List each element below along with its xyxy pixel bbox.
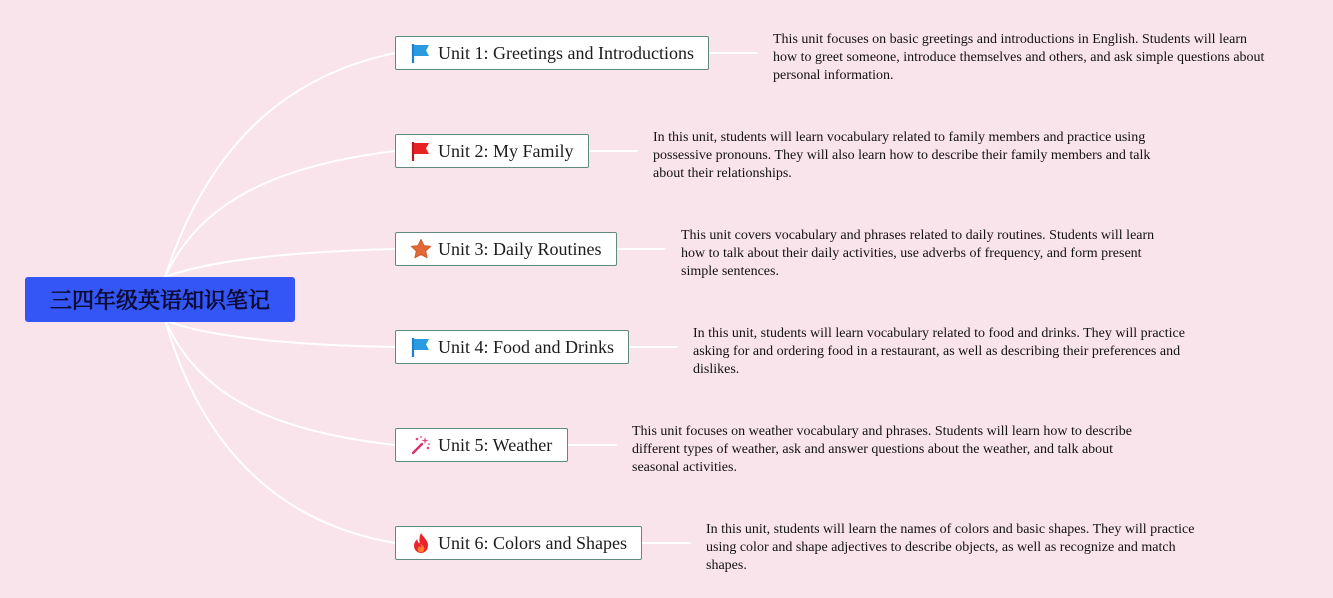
- branch-connector: [165, 53, 395, 277]
- branch-connector: [165, 151, 395, 277]
- unit-node-2[interactable]: [395, 134, 589, 168]
- blue-flag-icon: [410, 336, 432, 358]
- unit-node-4[interactable]: [395, 330, 629, 364]
- unit-label: Unit 3: Daily Routines: [438, 238, 602, 259]
- unit-label: Unit 5: Weather: [438, 434, 553, 455]
- branch-connector: [165, 320, 395, 543]
- magic-wand-sparkle-icon: [410, 434, 432, 456]
- unit-label: Unit 1: Greetings and Introductions: [438, 42, 694, 63]
- fire-icon: [410, 532, 432, 554]
- unit-description: In this unit, students will learn vocabulary related to family members and practice using possessive pronouns. They will also learn how to describe their family members and talk about their relationships.: [653, 130, 1151, 181]
- branch-connector: [165, 320, 395, 347]
- unit-node-1[interactable]: [395, 36, 709, 70]
- orange-star-icon: [410, 238, 432, 260]
- unit-description: This unit focuses on weather vocabulary and phrases. Students will learn how to describe different types of weather, ask and answer questions about the weather, and talk about seasonal activities.: [632, 424, 1132, 475]
- blue-flag-icon: [410, 42, 432, 64]
- unit-description: This unit covers vocabulary and phrases related to daily routines. Students will learn how to talk about their daily activities, use adverbs of frequency, and form present simple sentences.: [681, 228, 1155, 279]
- unit-label: Unit 6: Colors and Shapes: [438, 532, 627, 553]
- unit-description: In this unit, students will learn the names of colors and basic shapes. They will practice using color and shape adjectives to describe objects, as well as recognize and match shapes.: [706, 522, 1195, 573]
- unit-label: Unit 4: Food and Drinks: [438, 336, 615, 357]
- unit-description: This unit focuses on basic greetings and introductions in English. Students will learn how to greet someone, introduce themselves and others, and ask simple questions about personal information.: [773, 32, 1265, 83]
- root-topic-title: 三四年级英语知识笔记: [49, 289, 270, 314]
- unit-label: Unit 2: My Family: [438, 140, 574, 161]
- unit-node-3[interactable]: [395, 232, 617, 266]
- root-topic[interactable]: [25, 277, 295, 322]
- unit-description: In this unit, students will learn vocabulary related to food and drinks. They will practice asking for and ordering food in a restaurant, as well as describing their preferences and dislikes.: [693, 326, 1185, 377]
- branch-connector: [165, 249, 395, 277]
- red-flag-icon: [410, 140, 432, 162]
- branch-connector: [165, 320, 395, 445]
- unit-node-5[interactable]: [395, 428, 568, 462]
- unit-node-6[interactable]: [395, 526, 642, 560]
